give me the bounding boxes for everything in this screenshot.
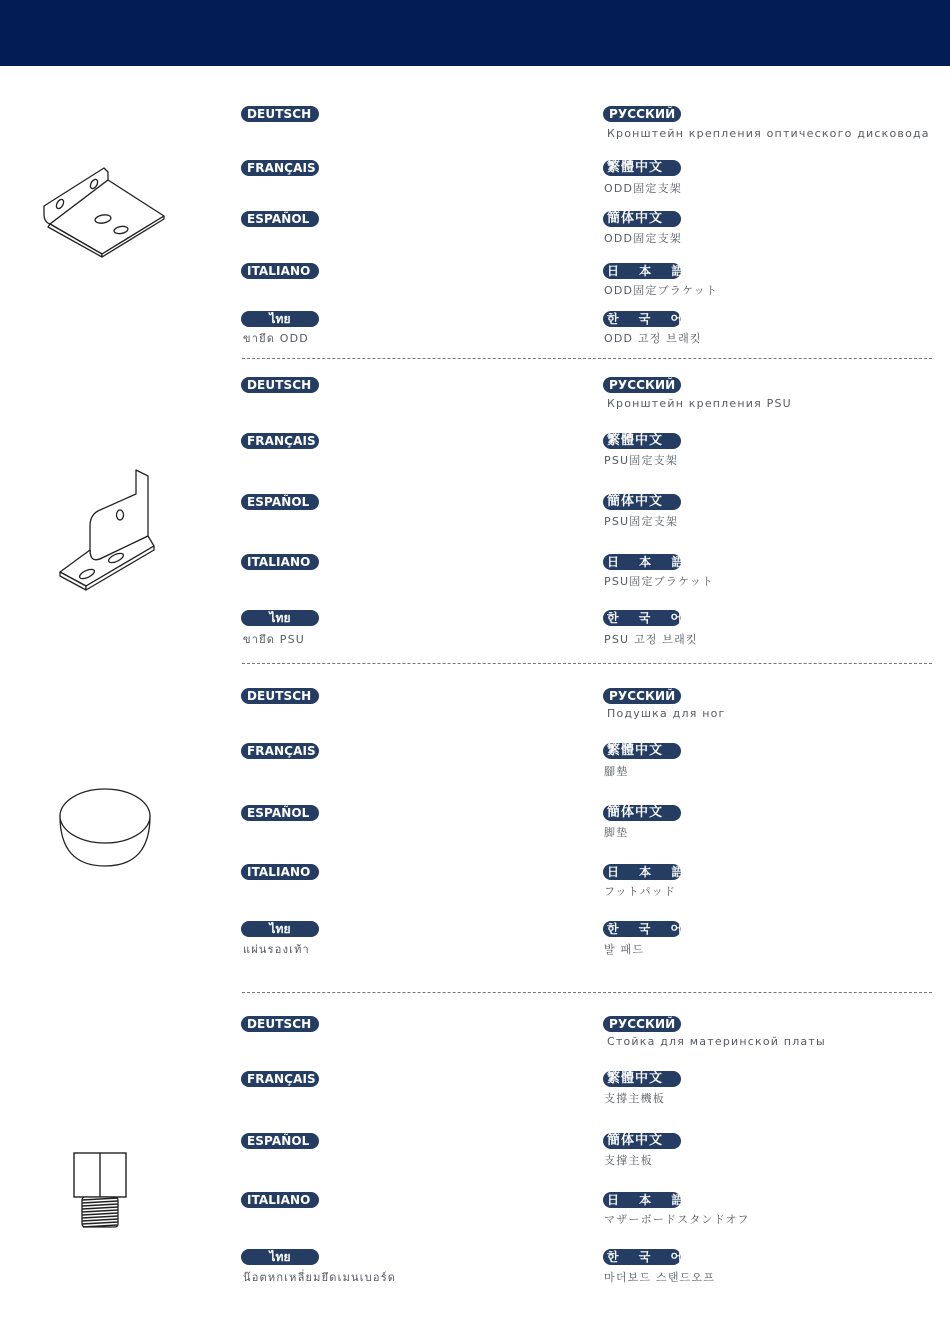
lang-badge-japanese: 日 本 語	[603, 554, 681, 570]
item-desc-thai: แผ่นรองเท้า	[243, 943, 310, 956]
psu-bracket-illustration	[56, 466, 156, 594]
item-desc-traditional-chinese: 腳墊	[604, 765, 629, 778]
lang-badge-espanol: ESPAÑOL	[241, 1133, 319, 1149]
item-desc-russian: Подушка для ног	[607, 707, 726, 720]
item-desc-traditional-chinese: ODD固定支架	[604, 182, 682, 195]
lang-badge-thai: ไทย	[241, 610, 319, 626]
section-divider	[242, 992, 932, 993]
standoff-illustration	[70, 1150, 132, 1232]
lang-badge-italiano: ITALIANO	[241, 263, 319, 279]
lang-badge-espanol: ESPAÑOL	[241, 805, 319, 821]
item-desc-simplified-chinese: PSU固定支架	[604, 515, 679, 528]
lang-badge-deutsch: DEUTSCH	[241, 377, 319, 393]
item-desc-thai: ขายึด ODD	[243, 332, 309, 345]
section-divider	[242, 358, 932, 359]
lang-badge-korean: 한 국 어	[603, 311, 681, 327]
lang-badge-traditional-chinese: 繁體中文	[603, 743, 681, 759]
lang-badge-espanol: ESPAÑOL	[241, 494, 319, 510]
item-desc-thai: ขายึด PSU	[243, 633, 306, 646]
lang-badge-deutsch: DEUTSCH	[241, 106, 319, 122]
item-desc-simplified-chinese: ODD固定支架	[604, 232, 682, 245]
lang-badge-simplified-chinese: 簡体中文	[603, 805, 681, 821]
item-desc-traditional-chinese: 支撐主機板	[604, 1092, 665, 1105]
item-desc-russian: Стойка для материнской платы	[607, 1035, 826, 1048]
item-desc-japanese: フットパッド	[604, 885, 677, 898]
lang-badge-traditional-chinese: 繁體中文	[603, 433, 681, 449]
item-desc-korean: ODD 고정 브래킷	[604, 332, 702, 345]
item-desc-japanese: PSU固定ブラケット	[604, 575, 715, 588]
lang-badge-francais: FRANÇAIS	[241, 1071, 319, 1087]
lang-badge-espanol: ESPAÑOL	[241, 211, 319, 227]
lang-badge-japanese: 日 本 語	[603, 1192, 681, 1208]
lang-badge-traditional-chinese: 繁體中文	[603, 160, 681, 176]
item-desc-thai: น๊อตหกเหลี่ยมยึดเมนเบอร์ด	[243, 1271, 397, 1284]
foot-pad-illustration	[56, 784, 154, 872]
lang-badge-russian: РУССКИЙ	[603, 377, 681, 393]
lang-badge-deutsch: DEUTSCH	[241, 1016, 319, 1032]
item-desc-korean: PSU 고정 브래킷	[604, 633, 698, 646]
lang-badge-thai: ไทย	[241, 1249, 319, 1265]
item-desc-korean: 마더보드 스탠드오프	[604, 1271, 716, 1284]
item-desc-simplified-chinese: 脚垫	[604, 826, 629, 839]
lang-badge-traditional-chinese: 繁體中文	[603, 1071, 681, 1087]
lang-badge-thai: ไทย	[241, 311, 319, 327]
item-desc-russian: Кронштейн крепления оптического дисковода	[607, 127, 930, 140]
lang-badge-francais: FRANÇAIS	[241, 433, 319, 449]
lang-badge-italiano: ITALIANO	[241, 864, 319, 880]
lang-badge-korean: 한 국 어	[603, 921, 681, 937]
item-desc-traditional-chinese: PSU固定支架	[604, 454, 679, 467]
lang-badge-italiano: ITALIANO	[241, 1192, 319, 1208]
lang-badge-japanese: 日 本 語	[603, 864, 681, 880]
lang-badge-russian: РУССКИЙ	[603, 106, 681, 122]
lang-badge-simplified-chinese: 簡体中文	[603, 494, 681, 510]
item-desc-japanese: ODD固定ブラケット	[604, 284, 719, 297]
odd-bracket-illustration	[38, 160, 172, 260]
lang-badge-deutsch: DEUTSCH	[241, 688, 319, 704]
lang-badge-simplified-chinese: 簡体中文	[603, 1133, 681, 1149]
lang-badge-korean: 한 국 어	[603, 1249, 681, 1265]
header-bar	[0, 0, 950, 66]
lang-badge-simplified-chinese: 簡体中文	[603, 211, 681, 227]
lang-badge-japanese: 日 本 語	[603, 263, 681, 279]
lang-badge-russian: РУССКИЙ	[603, 688, 681, 704]
item-desc-russian: Кронштейн крепления PSU	[607, 397, 792, 410]
lang-badge-thai: ไทย	[241, 921, 319, 937]
lang-badge-francais: FRANÇAIS	[241, 160, 319, 176]
item-desc-korean: 발 패드	[604, 943, 645, 956]
lang-badge-korean: 한 국 어	[603, 610, 681, 626]
lang-badge-italiano: ITALIANO	[241, 554, 319, 570]
lang-badge-francais: FRANÇAIS	[241, 743, 319, 759]
item-desc-japanese: マザーボードスタンドオフ	[604, 1213, 750, 1226]
lang-badge-russian: РУССКИЙ	[603, 1016, 681, 1032]
section-divider	[242, 663, 932, 664]
item-desc-simplified-chinese: 支撑主板	[604, 1154, 653, 1167]
